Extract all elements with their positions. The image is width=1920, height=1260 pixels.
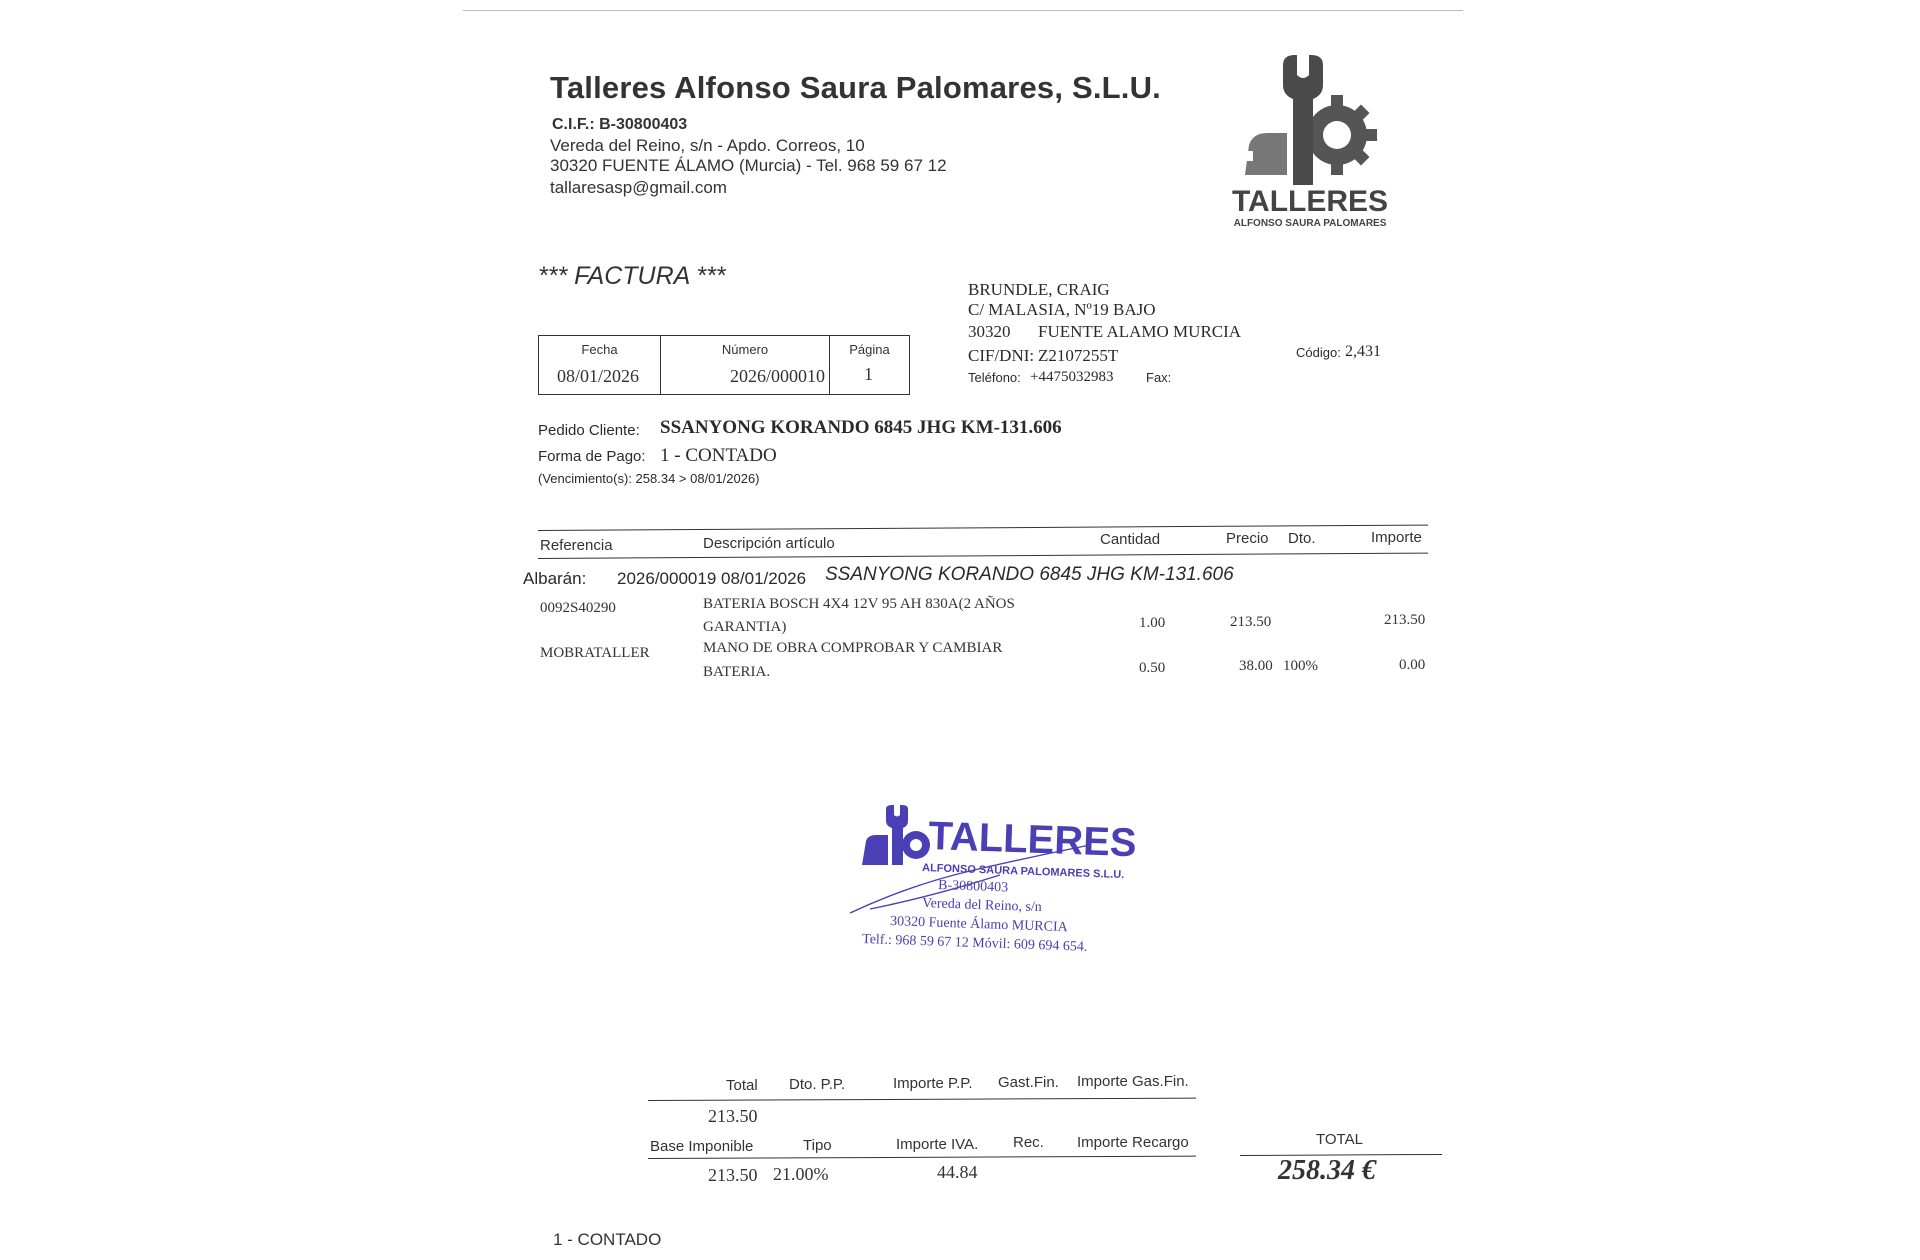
numero-cell: [661, 336, 830, 394]
client-phone-value: +4475032983: [1030, 369, 1114, 385]
client-code-value: 2,431: [1345, 343, 1381, 360]
company-name: Talleres Alfonso Saura Palomares, S.L.U.: [550, 70, 1161, 105]
summary-total-label: Total: [726, 1077, 758, 1094]
vencimiento-text: (Vencimiento(s): 258.34 > 08/01/2026): [538, 471, 760, 486]
row1-cantidad: 1.00: [1139, 615, 1166, 631]
summary-importe-pp-label: Importe P.P.: [893, 1075, 973, 1092]
col-importe: Importe: [1371, 529, 1422, 546]
col-cantidad: Cantidad: [1100, 531, 1161, 548]
albaran-label: Albarán:: [523, 569, 587, 588]
invoice-info-box: [538, 335, 910, 395]
summary-rule-1: [648, 1098, 1196, 1101]
fecha-cell: [539, 336, 661, 394]
albaran-vehicle: SSANYONG KORANDO 6845 JHG KM-131.606: [825, 564, 1234, 585]
row2-dto: 100%: [1283, 658, 1318, 674]
fecha-value: 08/01/2026: [557, 366, 640, 386]
summary-tipo-value: 21.00%: [773, 1164, 829, 1184]
summary-rec-label: Rec.: [1013, 1134, 1044, 1151]
stamp-icon: [850, 805, 1150, 965]
numero-value: 2026/000010: [729, 366, 825, 386]
summary-importe-iva-label: Importe IVA.: [896, 1136, 979, 1153]
pagina-label: Página: [849, 342, 890, 357]
row1-desc-line2: GARANTIA): [703, 619, 787, 635]
fecha-label: Fecha: [581, 342, 618, 357]
summary-base-label: Base Imponible: [650, 1138, 754, 1155]
client-phone-label: Teléfono:: [968, 370, 1021, 385]
stamp-cif: B-30800403: [937, 878, 1009, 896]
col-descripcion: Descripción artículo: [703, 535, 835, 552]
stamp-city: 30320 Fuente Álamo MURCIA: [889, 914, 1068, 936]
logo-title: TALLERES: [1231, 185, 1389, 218]
row1-desc-line1: BATERIA BOSCH 4X4 12V 95 AH 830A(2 AÑOS: [703, 596, 1015, 612]
client-fax-label: Fax:: [1146, 370, 1172, 385]
company-address-line1: Vereda del Reino, s/n - Apdo. Correos, 10: [550, 136, 865, 155]
company-logo: [1225, 55, 1395, 230]
row1-precio: 213.50: [1230, 614, 1272, 630]
col-dto: Dto.: [1288, 530, 1316, 547]
row1-ref: 0092S40290: [540, 600, 616, 616]
row2-desc-line2: BATERIA.: [703, 664, 771, 680]
row2-precio: 38.00: [1239, 658, 1273, 674]
wrench-gear-logo-icon: [1225, 55, 1395, 230]
summary-total-value: 213.50: [708, 1106, 758, 1126]
company-cif: C.I.F.: B-30800403: [552, 116, 688, 133]
client-postal-code: 30320: [968, 322, 1011, 341]
pagina-cell: [830, 336, 909, 394]
table-header-rule: [538, 553, 1428, 559]
summary-importe-gas-fin-label: Importe Gas.Fin.: [1077, 1073, 1189, 1090]
company-stamp: [850, 805, 1150, 965]
forma-pago-value: 1 - CONTADO: [660, 445, 777, 466]
client-address: C/ MALASIA, Nº19 BAJO: [968, 300, 1156, 319]
summary-gast-fin-label: Gast.Fin.: [998, 1074, 1059, 1091]
client-cif-label: CIF/DNI:: [968, 346, 1035, 365]
client-city: FUENTE ALAMO MURCIA: [1038, 322, 1242, 341]
summary-tipo-label: Tipo: [803, 1137, 832, 1154]
grand-total-value: 258.34 €: [1278, 1155, 1376, 1186]
summary-base-value: 213.50: [708, 1165, 758, 1185]
pedido-label: Pedido Cliente:: [538, 422, 640, 439]
company-email: tallaresasp@gmail.com: [550, 178, 727, 197]
row2-cantidad: 0.50: [1139, 660, 1166, 676]
footer-forma-pago: 1 - CONTADO: [553, 1230, 662, 1249]
row2-desc-line1: MANO DE OBRA COMPROBAR Y CAMBIAR: [703, 640, 1003, 656]
albaran-number-date: 2026/000019 08/01/2026: [617, 569, 807, 588]
document-title: *** FACTURA ***: [538, 262, 726, 290]
row2-ref: MOBRATALLER: [540, 645, 650, 661]
stamp-title: TALLERES: [927, 814, 1138, 866]
stamp-subtitle: ALFONSO SAURA PALOMARES S.L.U.: [921, 862, 1125, 882]
summary-rule-2: [648, 1156, 1196, 1159]
numero-label: Número: [721, 342, 769, 357]
grand-total-label: TOTAL: [1316, 1131, 1363, 1148]
stamp-address: Vereda del Reino, s/n: [921, 896, 1043, 916]
forma-pago-label: Forma de Pago:: [538, 448, 646, 465]
page-top-edge: [463, 10, 1463, 11]
summary-importe-iva-value: 44.84: [937, 1162, 978, 1182]
row2-importe: 0.00: [1399, 657, 1426, 673]
summary-dto-pp-label: Dto. P.P.: [789, 1076, 846, 1093]
company-address-line2: 30320 FUENTE ÁLAMO (Murcia) - Tel. 968 59 67 12: [550, 156, 947, 175]
row1-importe: 213.50: [1384, 612, 1426, 628]
summary-importe-recargo-label: Importe Recargo: [1077, 1134, 1189, 1151]
logo-subtitle: ALFONSO SAURA PALOMARES: [1233, 218, 1387, 229]
stamp-phones: Telf.: 968 59 67 12 Móvil: 609 694 654.: [861, 932, 1088, 955]
col-referencia: Referencia: [540, 537, 613, 554]
client-name: BRUNDLE, CRAIG: [968, 280, 1110, 299]
pagina-value: 1: [864, 364, 873, 384]
client-code-label: Código:: [1296, 345, 1341, 360]
client-cif-value: Z2107255T: [1038, 346, 1119, 365]
col-precio: Precio: [1226, 530, 1269, 547]
pedido-value: SSANYONG KORANDO 6845 JHG KM-131.606: [660, 417, 1062, 438]
